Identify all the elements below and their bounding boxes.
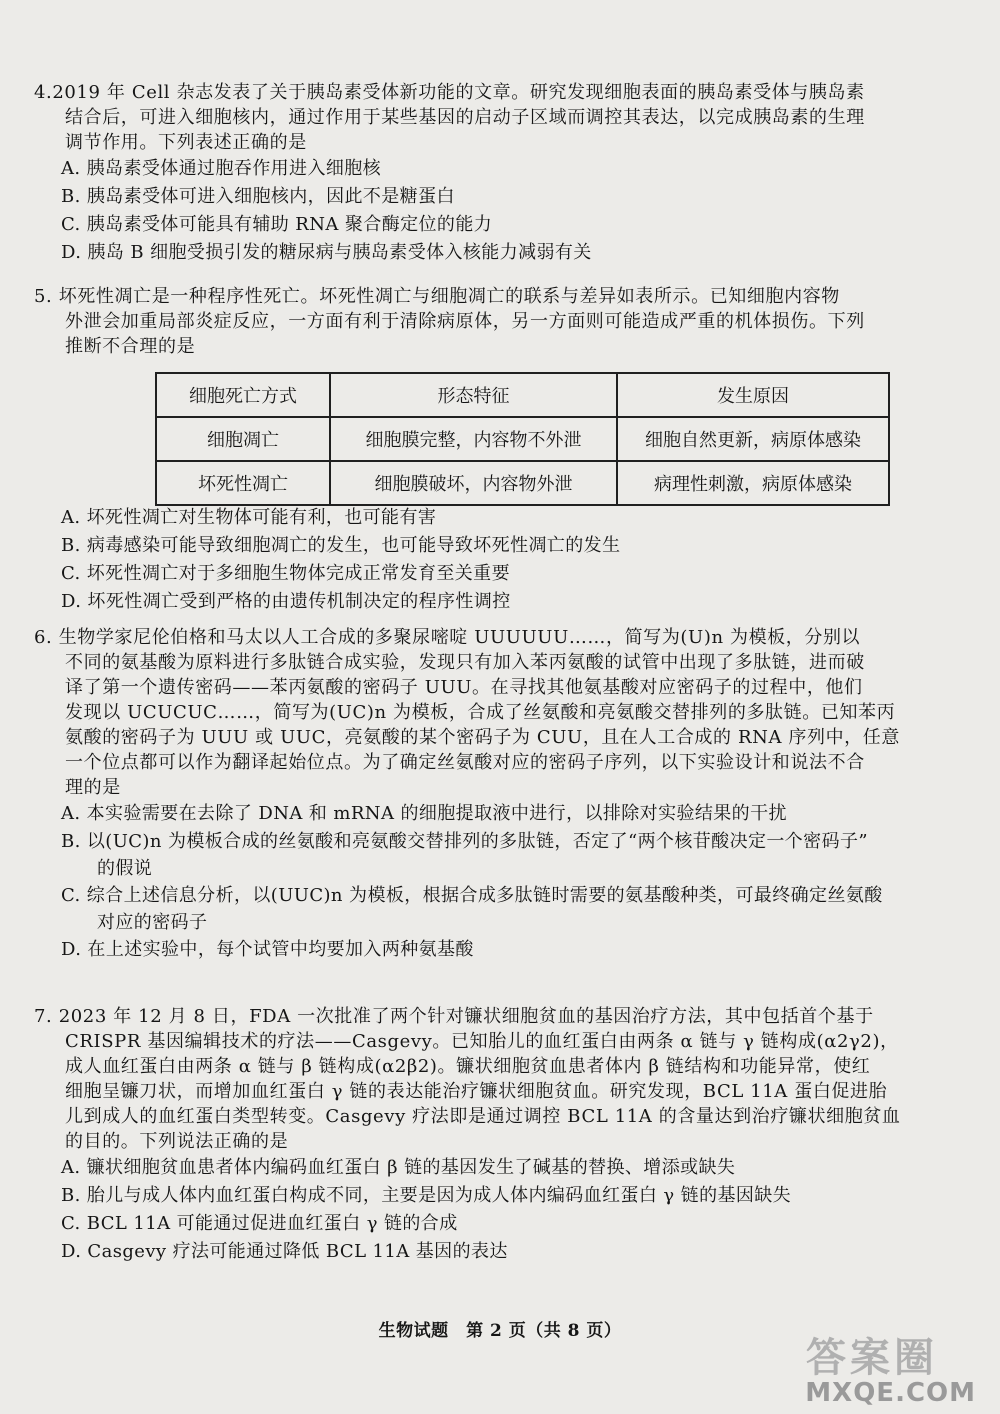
question-4	[34, 80, 984, 267]
q5-stem-line: 外泄会加重局部炎症反应，一方面有利于清除病原体，另一方面则可能造成严重的机体损伤。下列	[65, 311, 865, 332]
q6-stem-line: 理的是	[65, 777, 121, 798]
q5-option-d: D. 坏死性凋亡受到严格的由遗传机制决定的程序性调控	[61, 591, 511, 612]
q6-option-a: A. 本实验需要在去除了 DNA 和 mRNA 的细胞提取液中进行，以排除对实验结果的干扰	[61, 803, 787, 824]
q7-stem-line: 儿到成人的血红蛋白类型转变。Casgevy 疗法即是通过调控 BCL 11A 的含量达到治疗镰状细胞贫血	[65, 1106, 901, 1127]
q6-stem-line: 译了第一个遗传密码——苯丙氨酸的密码子 UUU。在寻找其他氨基酸对应密码子的过程中，他们	[65, 677, 863, 698]
q4-option-d: D. 胰岛 B 细胞受损引发的糖尿病与胰岛素受体入核能力减弱有关	[61, 242, 592, 263]
table-cell: 细胞自然更新，病原体感染	[617, 417, 889, 461]
q5-option-b: B. 病毒感染可能导致细胞凋亡的发生，也可能导致坏死性凋亡的发生	[61, 535, 621, 556]
q5-stem-line: 推断不合理的是	[65, 336, 196, 357]
q4-option-c: C. 胰岛素受体可能具有辅助 RNA 聚合酶定位的能力	[61, 214, 493, 235]
q6-stem-line: 一个位点都可以作为翻译起始位点。为了确定丝氨酸对应的密码子序列，以下实验设计和说法不合	[65, 752, 865, 773]
table-cell: 坏死性凋亡	[156, 461, 330, 505]
q6-stem-line: 6. 生物学家尼伦伯格和马太以人工合成的多聚尿嘧啶 UUUUUU……，简写为(U)n 为模板，分别以	[34, 627, 861, 648]
q7-option-b: B. 胎儿与成人体内血红蛋白构成不同，主要是因为成人体内编码血红蛋白 γ 链的基因缺失	[61, 1185, 792, 1206]
table-header-cell: 细胞死亡方式	[156, 373, 330, 417]
table-cell: 病理性刺激，病原体感染	[617, 461, 889, 505]
q6-option-d: D. 在上述实验中，每个试管中均要加入两种氨基酸	[61, 939, 474, 960]
table-header-row	[156, 373, 889, 417]
q6-option-b-cont: 的假说	[97, 858, 153, 879]
table-header-cell: 形态特征	[330, 373, 617, 417]
q6-stem-line: 发现以 UCUCUC……，简写为(UC)n 为模板，合成了丝氨酸和亮氨酸交替排列的多肽链。已知苯丙	[65, 702, 896, 723]
q7-stem-line: 成人血红蛋白由两条 α 链与 β 链构成(α2β2)。镰状细胞贫血患者体内 β 链结构和功能异常，使红	[65, 1056, 871, 1077]
question-6	[34, 625, 984, 964]
q7-stem-line: CRISPR 基因编辑技术的疗法——Casgevy。已知胎儿的血红蛋白由两条 α 链与 γ 链构成(α2γ2)，	[65, 1031, 899, 1052]
q4-stem-line: 结合后，可进入细胞核内，通过作用于某些基因的启动子区域而调控其表达，以完成胰岛素的生理	[65, 107, 865, 128]
q7-stem-line: 的目的。下列说法正确的是	[65, 1131, 289, 1152]
table-row	[156, 461, 889, 505]
q5-option-a: A. 坏死性凋亡对生物体可能有利，也可能有害	[61, 507, 437, 528]
q4-option-a: A. 胰岛素受体通过胞吞作用进入细胞核	[61, 158, 382, 179]
q5-option-c: C. 坏死性凋亡对于多细胞生物体完成正常发育至关重要	[61, 563, 510, 584]
table-cell: 细胞凋亡	[156, 417, 330, 461]
q5-table	[155, 372, 890, 506]
table-cell: 细胞膜破坏，内容物外泄	[330, 461, 617, 505]
q6-option-c: C. 综合上述信息分析，以(UUC)n 为模板，根据合成多肽链时需要的氨基酸种类，可最终确定丝氨酸	[61, 885, 883, 906]
q5-stem-line: 5. 坏死性凋亡是一种程序性死亡。坏死性凋亡与细胞凋亡的联系与差异如表所示。已知细胞内容物	[34, 286, 840, 307]
q4-stem-line: 4.2019 年 Cell 杂志发表了关于胰岛素受体新功能的文章。研究发现细胞表面的胰岛素受体与胰岛素	[34, 82, 865, 103]
q5-options	[34, 504, 984, 616]
q6-stem-line: 不同的氨基酸为原料进行多肽链合成实验，发现只有加入苯丙氨酸的试管中出现了多肽链，进而破	[65, 652, 865, 673]
watermark-logo-text: 答案圈	[806, 1335, 938, 1381]
watermark-url: MXQE.COM	[805, 1378, 976, 1408]
question-5	[34, 284, 984, 359]
q7-option-a: A. 镰状细胞贫血患者体内编码血红蛋白 β 链的基因发生了碱基的替换、增添或缺失	[61, 1157, 736, 1178]
table-header-cell: 发生原因	[617, 373, 889, 417]
q6-option-b: B. 以(UC)n 为模板合成的丝氨酸和亮氨酸交替排列的多肽链，否定了“两个核苷酸决定一个密码子”	[61, 831, 868, 852]
q7-stem-line: 细胞呈镰刀状，而增加血红蛋白 γ 链的表达能治疗镰状细胞贫血。研究发现，BCL 11A 蛋白促进胎	[65, 1081, 888, 1102]
question-7	[34, 1004, 984, 1266]
q6-option-c-cont: 对应的密码子	[97, 912, 208, 933]
q6-stem-line: 氨酸的密码子为 UUU 或 UUC，亮氨酸的某个密码子为 CUU，且在人工合成的 RNA 序列中，任意	[65, 727, 900, 748]
page-footer: 生物试题 第 2 页（共 8 页）	[378, 1321, 622, 1341]
table-cell: 细胞膜完整，内容物不外泄	[330, 417, 617, 461]
q7-option-d: D. Casgevy 疗法可能通过降低 BCL 11A 基因的表达	[61, 1241, 508, 1262]
q4-option-b: B. 胰岛素受体可进入细胞核内，因此不是糖蛋白	[61, 186, 455, 207]
table-row	[156, 417, 889, 461]
q7-stem-line: 7. 2023 年 12 月 8 日，FDA 一次批准了两个针对镰状细胞贫血的基因治疗方法，其中包括首个基于	[34, 1006, 874, 1027]
q7-option-c: C. BCL 11A 可能通过促进血红蛋白 γ 链的合成	[61, 1213, 458, 1234]
q4-stem-line: 调节作用。下列表述正确的是	[65, 132, 307, 153]
